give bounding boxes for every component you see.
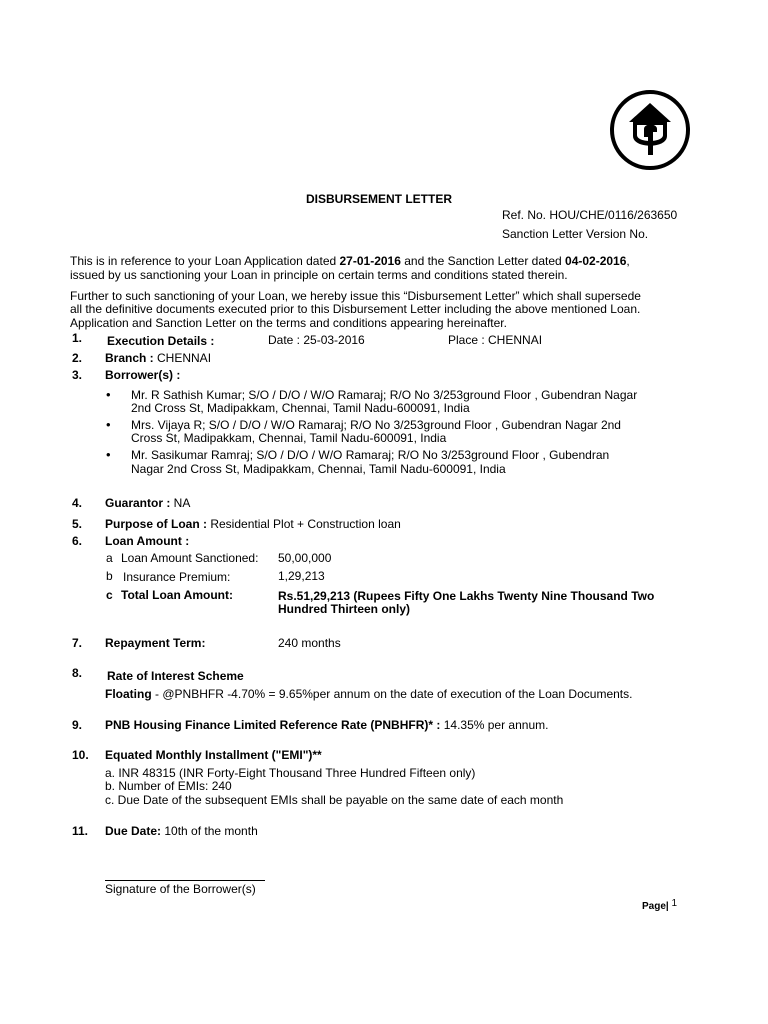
borrower-3-line-2: Nagar 2nd Cross St, Madipakkam, Chennai, Tamil Nadu-600091, India	[131, 462, 506, 476]
page-label: Page|	[642, 901, 672, 912]
borrower-3-line-1: Mr. Sasikumar Ramraj; S/O / D/O / W/O Ramaraj; R/O No 3/253ground Floor , Gubendran	[131, 448, 610, 462]
floating-text: - @PNBHFR -4.70% = 9.65%per annum on the date of execution of the Loan Documents.	[151, 687, 633, 701]
repayment-label: Repayment Term:	[105, 636, 206, 650]
pnb-housing-logo	[609, 89, 691, 171]
item-number: 1.	[72, 331, 83, 345]
branch-label: Branch :	[105, 351, 158, 365]
item-number: 8.	[72, 666, 83, 680]
signature-line	[105, 880, 265, 881]
total-loan-value-line-2: Hundred Thirteen only)	[278, 602, 410, 616]
total-loan-label: Total Loan Amount:	[121, 588, 233, 602]
sanction-date: 04-02-2016	[565, 254, 627, 268]
borrower-2-line-1: Mrs. Vijaya R; S/O / D/O / W/O Ramaraj; R/O No 3/253ground Floor , Gubendran Nagar 2nd	[131, 418, 621, 432]
subitem-marker: b	[106, 569, 113, 583]
intro-para2-line-3: Application and Sanction Letter on the terms and conditions appearing hereinafter.	[70, 316, 507, 330]
emi-count: b. Number of EMIs: 240	[105, 779, 232, 793]
signature-label: Signature of the Borrower(s)	[105, 882, 256, 896]
intro-para2-line-1: Further to such sanctioning of your Loan, we hereby issue this “Disbursement Letter” which shall supersede	[70, 289, 641, 303]
borrower-1-line-1: Mr. R Sathish Kumar; S/O / D/O / W/O Ramaraj; R/O No 3/253ground Floor , Gubendran Nagar	[131, 388, 638, 402]
intro-text: and the Sanction Letter dated	[400, 254, 566, 268]
loan-sanctioned-value: 50,00,000	[278, 551, 332, 565]
intro-text: This is in reference to your Loan Application dated	[70, 254, 340, 268]
purpose-value: Residential Plot + Construction loan	[210, 517, 401, 531]
emi-amount: a. INR 48315 (INR Forty-Eight Thousand Three Hundred Fifteen only)	[105, 766, 476, 780]
repayment-value: 240 months	[278, 636, 341, 650]
document-title: DISBURSEMENT LETTER	[306, 192, 453, 206]
execution-date: Date : 25-03-2016	[268, 333, 365, 347]
insurance-value: 1,29,213	[278, 569, 325, 583]
branch-row	[105, 351, 211, 365]
item-number: 10.	[72, 748, 89, 762]
page-number: 1	[671, 898, 678, 909]
pnbhfr-value: 14.35% per annum.	[443, 718, 549, 732]
emi-due-date: c. Due Date of the subsequent EMIs shall be payable on the same date of each month	[105, 793, 564, 807]
branch-value: CHENNAI	[157, 351, 212, 365]
guarantor-row	[105, 496, 190, 510]
borrower-1-line-2: 2nd Cross St, Madipakkam, Chennai, Tamil Nadu-600091, India	[131, 401, 470, 415]
item-number: 6.	[72, 534, 83, 548]
floating-row	[105, 687, 632, 701]
sanction-version: Sanction Letter Version No.	[502, 227, 649, 241]
roi-label: Rate of Interest Scheme	[107, 669, 244, 683]
execution-place: Place : CHENNAI	[448, 333, 543, 347]
emi-label: Equated Monthly Installment ("EMI")**	[105, 748, 322, 762]
total-loan-value-line-1: Rs.51,29,213 (Rupees Fifty One Lakhs Twenty Nine Thousand Two	[278, 589, 655, 603]
item-number: 9.	[72, 718, 83, 732]
intro-line-2: issued by us sanctioning your Loan in principle on certain terms and conditions stated therein.	[70, 268, 568, 282]
ref-number: Ref. No. HOU/CHE/0116/263650	[502, 208, 678, 222]
bullet: •	[106, 417, 111, 432]
item-number: 11.	[72, 824, 89, 838]
bullet: •	[106, 387, 111, 402]
application-date: 27-01-2016	[339, 254, 401, 268]
item-number: 3.	[72, 368, 83, 382]
due-date-value: 10th of the month	[164, 824, 258, 838]
intro-para2-line-2: all the definitive documents executed prior to this Disbursement Letter including the above mentioned Loan.	[70, 302, 641, 316]
pnbhfr-row	[105, 718, 548, 732]
borrower-2-line-2: Cross St, Madipakkam, Chennai, Tamil Nadu-600091, India	[131, 431, 447, 445]
intro-text: ,	[626, 254, 630, 268]
subitem-marker: a	[106, 551, 113, 565]
subitem-marker: c	[106, 588, 113, 602]
purpose-label: Purpose of Loan :	[105, 517, 211, 531]
item-number: 5.	[72, 517, 83, 531]
borrowers-label: Borrower(s) :	[105, 368, 181, 382]
due-date-label: Due Date:	[105, 824, 165, 838]
loan-sanctioned-label: Loan Amount Sanctioned:	[121, 551, 259, 565]
guarantor-value: NA	[173, 496, 191, 510]
guarantor-label: Guarantor :	[105, 496, 174, 510]
item-number: 7.	[72, 636, 83, 650]
purpose-row	[105, 517, 401, 531]
item-number: 4.	[72, 496, 83, 510]
due-date-row	[105, 824, 258, 838]
floating-label: Floating	[105, 687, 152, 701]
insurance-label: Insurance Premium:	[123, 570, 231, 584]
item-number: 2.	[72, 351, 83, 365]
intro-line-1	[70, 254, 630, 268]
bullet: •	[106, 447, 111, 462]
page-footer	[642, 898, 678, 912]
pnbhfr-label: PNB Housing Finance Limited Reference Rate (PNBHFR)* :	[105, 718, 444, 732]
loan-amount-label: Loan Amount :	[105, 534, 190, 548]
execution-label: Execution Details :	[107, 334, 215, 348]
